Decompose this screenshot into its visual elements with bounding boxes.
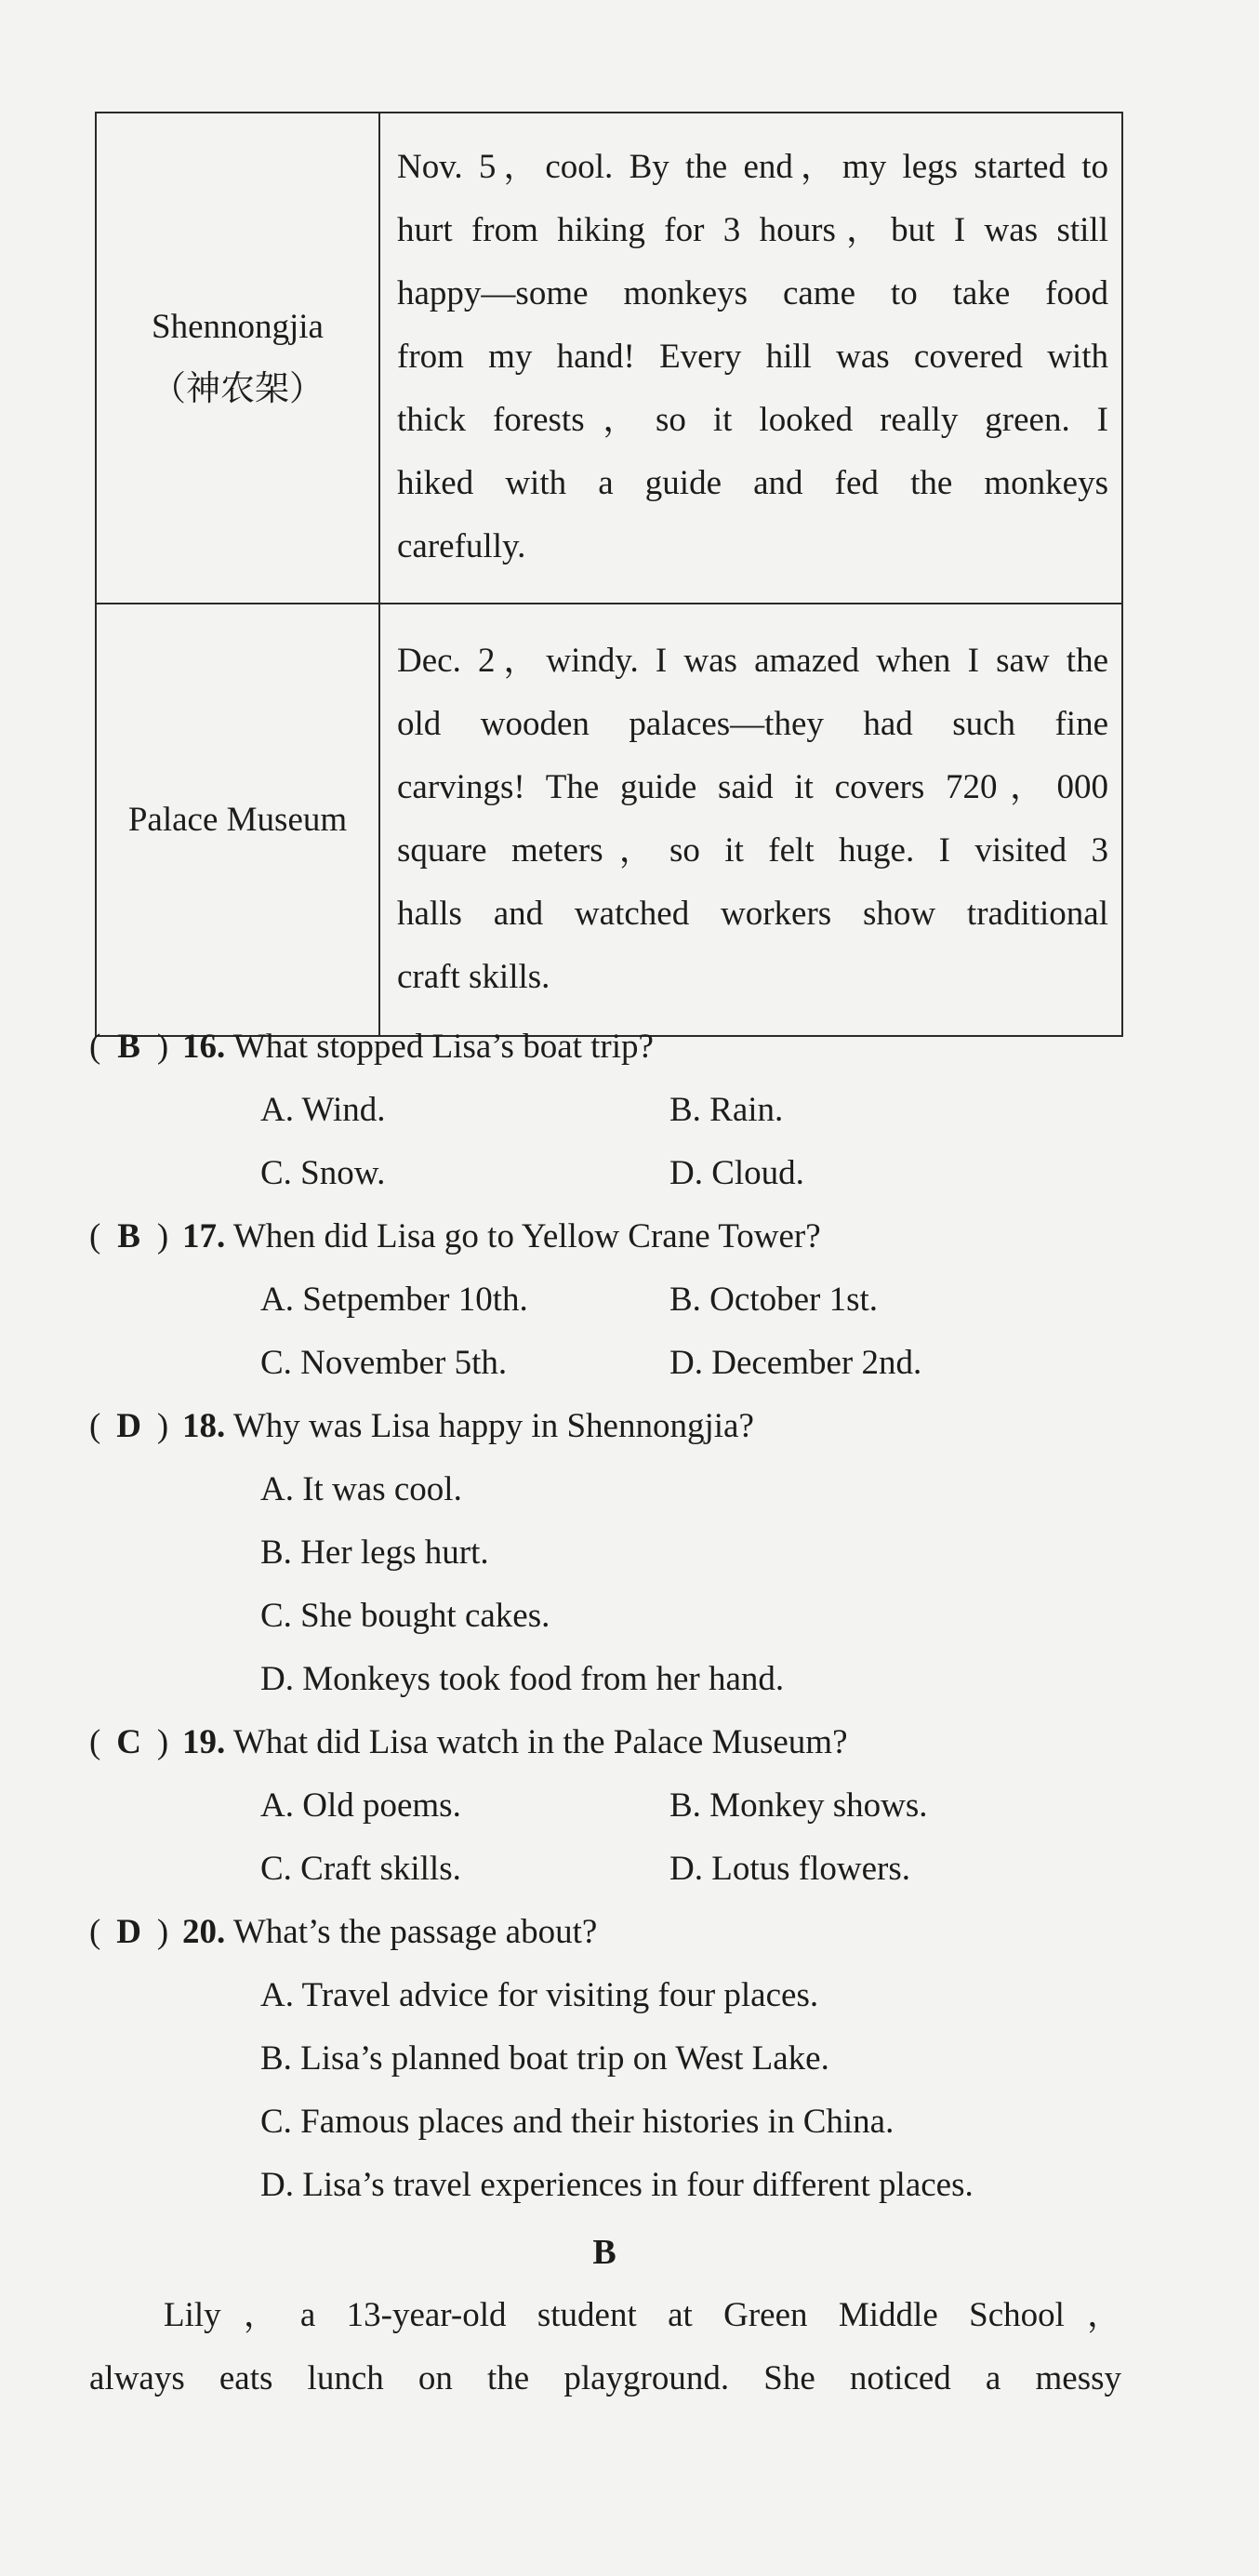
section-heading: B	[592, 2233, 616, 2272]
option-b: B. October 1st.	[669, 1281, 879, 1319]
question-number: 17.	[182, 1217, 226, 1255]
table-row	[96, 604, 1122, 1036]
option-c: C. She bought cakes.	[260, 1597, 550, 1635]
place-name: Palace Museum	[127, 801, 348, 839]
question-text: Why was Lisa happy in Shennongjia?	[232, 1407, 754, 1445]
option-d: D. Lotus flowers.	[669, 1850, 910, 1888]
description-cell	[379, 604, 1122, 1036]
option-c: C. Snow.	[260, 1154, 386, 1192]
question-text: What stopped Lisa’s boat trip?	[232, 1028, 654, 1066]
question-number: 19.	[182, 1723, 226, 1761]
desc-line: hurt from hiking for 3 hours，but I was still	[397, 211, 1108, 249]
option-c: C. November 5th.	[260, 1344, 508, 1382]
question-number: 20.	[182, 1913, 226, 1951]
passage-line: always eats lunch on the playground. She noticed a messy	[89, 2359, 1121, 2397]
question-text: When did Lisa go to Yellow Crane Tower?	[232, 1217, 821, 1255]
option-d: D. Monkeys took food from her hand.	[260, 1660, 785, 1698]
option-a: A. Setpember 10th.	[260, 1281, 528, 1319]
question-16: ( B ) 16. What stopped Lisa’s boat trip?	[89, 1016, 654, 1079]
option-d: D. Lisa’s travel experiences in four different places.	[260, 2166, 974, 2204]
description-cell	[379, 113, 1122, 604]
passage-line: Lily，a 13-year-old student at Green Middle School，	[164, 2296, 1121, 2334]
option-b: B. Lisa’s planned boat trip on West Lake.	[260, 2039, 829, 2078]
option-c: C. Craft skills.	[260, 1850, 461, 1888]
answer-mark: B	[117, 1028, 140, 1066]
desc-line: square meters，so it felt huge. I visited 3	[397, 830, 1108, 870]
option-b: B. Her legs hurt.	[260, 1534, 489, 1572]
place-cell	[96, 604, 379, 1036]
place-name: Shennongjia	[152, 308, 324, 346]
option-b: B. Rain.	[669, 1091, 784, 1129]
desc-line: carvings! The guide said it covers 720，000	[397, 767, 1108, 806]
option-a: A. Old poems.	[260, 1786, 461, 1825]
table-row	[96, 113, 1122, 604]
question-text: What’s the passage about?	[232, 1913, 598, 1951]
option-a: A. Travel advice for visiting four places.	[260, 1976, 819, 2014]
question-text: What did Lisa watch in the Palace Museum?	[232, 1723, 848, 1761]
desc-line: halls and watched workers show traditional	[397, 894, 1108, 933]
option-a: A. It was cool.	[260, 1470, 462, 1508]
option-c: C. Famous places and their histories in China.	[260, 2103, 895, 2141]
desc-line: carefully.	[397, 527, 526, 565]
option-d: D. December 2nd.	[669, 1344, 922, 1382]
question-number: 16.	[182, 1028, 226, 1066]
place-name-cn: （神农架）	[152, 370, 324, 408]
desc-line: hiked with a guide and fed the monkeys	[397, 464, 1108, 502]
question-20: ( D ) 20. What’s the passage about?	[89, 1901, 597, 1964]
desc-line: craft skills.	[397, 957, 550, 996]
question-18: ( D ) 18. Why was Lisa happy in Shennongjia?	[89, 1395, 754, 1458]
desc-line: from my hand! Every hill was covered with	[397, 338, 1108, 376]
answer-mark: B	[117, 1217, 140, 1255]
answer-mark: D	[116, 1913, 141, 1951]
option-b: B. Monkey shows.	[669, 1786, 928, 1825]
option-a: A. Wind.	[260, 1091, 386, 1129]
travel-table	[95, 112, 1123, 1037]
place-cell	[96, 113, 379, 604]
answer-mark: D	[116, 1407, 141, 1445]
desc-line: Dec. 2，windy. I was amazed when I saw the	[397, 641, 1108, 680]
question-number: 18.	[182, 1407, 226, 1445]
desc-line: happy—some monkeys came to take food	[397, 274, 1108, 312]
passage-paragraph	[89, 2284, 1121, 2410]
question-19: ( C ) 19. What did Lisa watch in the Palace Museum?	[89, 1711, 848, 1774]
desc-line: old wooden palaces—they had such fine	[397, 704, 1108, 743]
desc-line: thick forests，so it looked really green. I	[397, 401, 1108, 439]
desc-line: Nov. 5，cool. By the end，my legs started to	[397, 148, 1108, 186]
answer-mark: C	[116, 1723, 141, 1761]
question-17: ( B ) 17. When did Lisa go to Yellow Crane Tower?	[89, 1205, 821, 1268]
option-d: D. Cloud.	[669, 1154, 804, 1192]
